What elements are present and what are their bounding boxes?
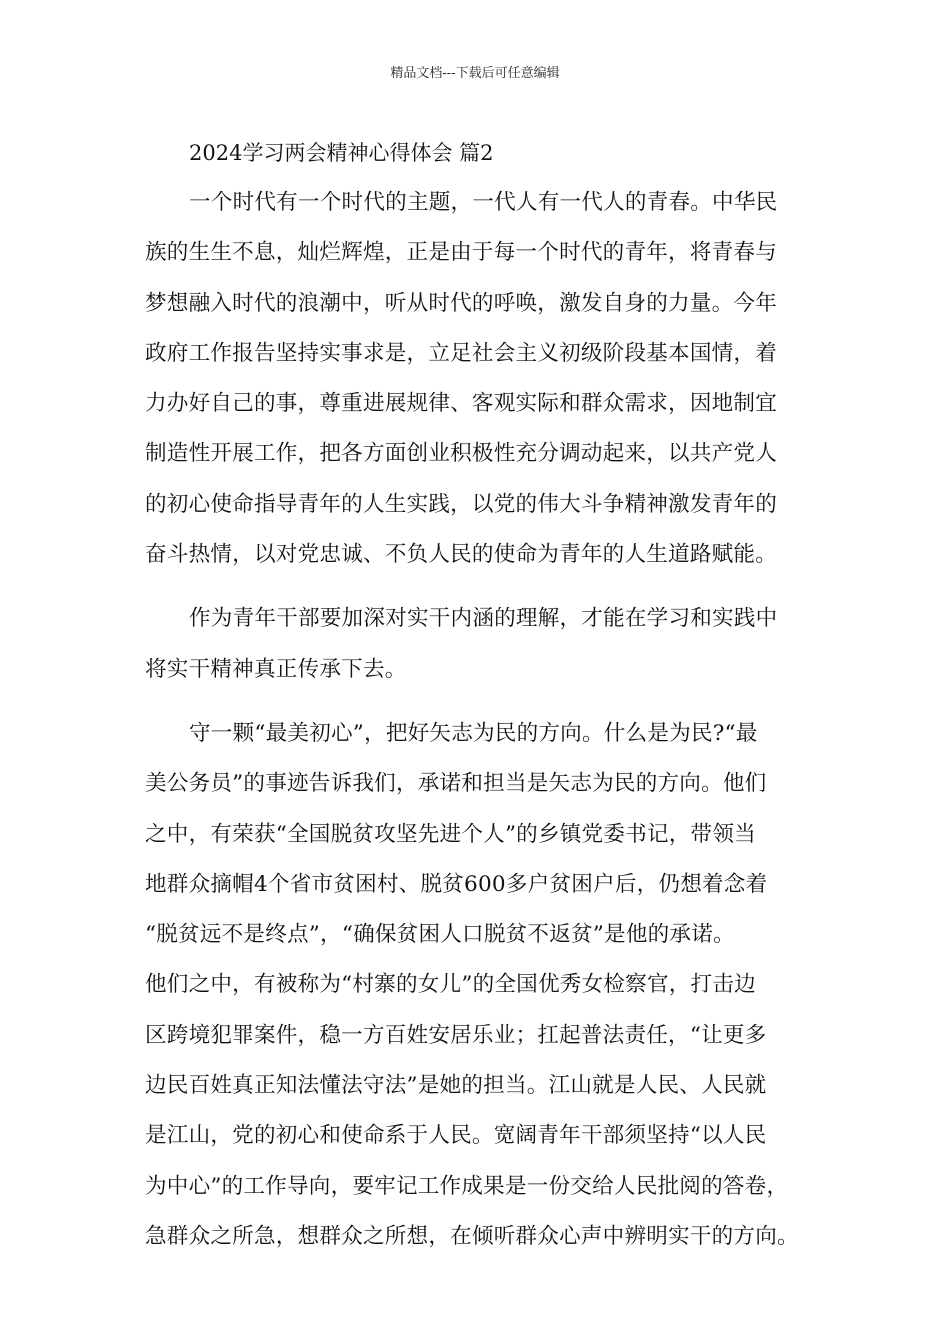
paragraph-line: 是江山，党的初心和使命系于人民。宽阔青年干部须坚持“以人民	[145, 1123, 767, 1149]
paragraph-line: 梦想融入时代的浪潮中，听从时代的呼唤，激发自身的力量。今年	[145, 290, 778, 316]
paragraph-line: “脱贫远不是终点”，“确保贫困人口脱贫不返贫”是他的承诺。	[145, 922, 735, 948]
paragraph-line: 美公务员”的事迹告诉我们，承诺和担当是矢志为民的方向。他们	[145, 771, 767, 797]
paragraph-2	[145, 594, 813, 695]
paragraph-line: 一个时代有一个时代的主题，一代人有一代人的青春。中华民	[189, 190, 778, 215]
document-title: 2024学习两会精神心得体会 篇2	[189, 141, 494, 165]
page-header: 精品文档---下载后可任意编辑	[390, 66, 560, 81]
paragraph-line: 区跨境犯罪案件，稳一方百姓安居乐业；扛起普法责任，“让更多	[145, 1022, 767, 1048]
paragraph-line: 地群众摘帽4个省市贫困村、脱贫600多户贫困户后，仍想着念着	[145, 871, 768, 897]
paragraph-1	[145, 178, 813, 580]
paragraph-line: 他们之中，有被称为“村寨的女儿”的全国优秀女检察官，打击边	[145, 972, 756, 998]
paragraph-line: 作为青年干部要加深对实干内涵的理解，才能在学习和实践中	[189, 606, 778, 632]
paragraph-line: 将实干精神真正传承下去。	[145, 656, 407, 682]
paragraph-line: 守一颗“最美初心”，把好矢志为民的方向。什么是为民?“最	[189, 720, 758, 746]
paragraph-line: 的初心使命指导青年的人生实践，以党的伟大斗争精神激发青年的	[145, 491, 778, 517]
document-body	[145, 128, 813, 1276]
paragraph-line: 族的生生不息，灿烂辉煌，正是由于每一个时代的青年，将青春与	[145, 240, 778, 266]
paragraph-line: 之中，有荣获“全国脱贫攻坚先进个人”的乡镇党委书记，带领当	[145, 821, 756, 847]
paragraph-line: 边民百姓真正知法懂法守法”是她的担当。江山就是人民、人民就	[145, 1073, 767, 1099]
paragraph-3	[145, 709, 813, 1262]
paragraph-line: 奋斗热情，以对党忠诚、不负人民的使命为青年的人生道路赋能。	[145, 542, 778, 568]
paragraph-line: 政府工作报告坚持实事求是，立足社会主义初级阶段基本国情，着	[145, 340, 778, 366]
paragraph-line: 急群众之所急，想群众之所想，在倾听群众心声中辨明实干的方向。	[145, 1223, 799, 1249]
paragraph-line: 为中心”的工作导向，要牢记工作成果是一份交给人民批阅的答卷，	[145, 1173, 789, 1199]
paragraph-line: 制造性开展工作，把各方面创业积极性充分调动起来，以共产党人	[145, 441, 778, 467]
paragraph-line: 力办好自己的事，尊重进展规律、客观实际和群众需求，因地制宜	[145, 391, 778, 417]
